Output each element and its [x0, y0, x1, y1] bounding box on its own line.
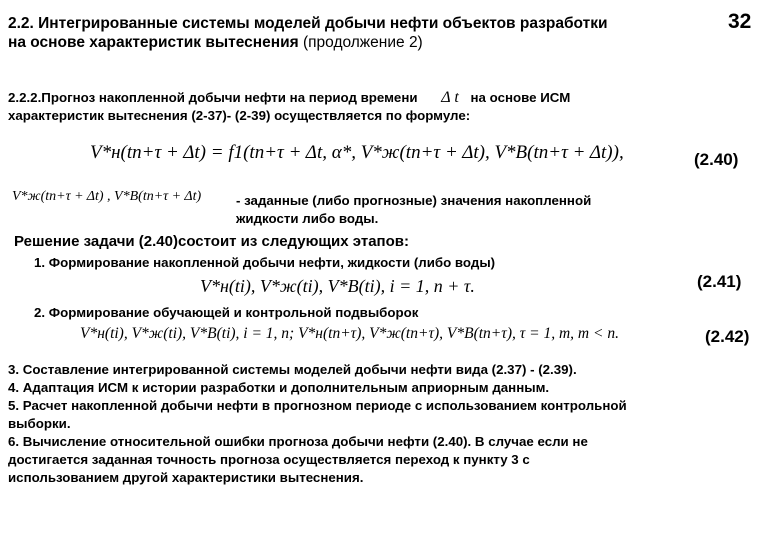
list-item: 4. Адаптация ИСМ к истории разработки и дополнительным априорным данным.	[8, 380, 550, 395]
section-line-1-part-2: на основе ИСМ	[470, 90, 571, 105]
equation-number-2-42: (2.42)	[705, 327, 750, 346]
list-item: достигается заданная точность прогноза осуществляется переход к пункту 3 с	[8, 452, 530, 467]
given-text-line-2: жидкости либо воды.	[236, 211, 379, 226]
section-line-1-part-1: 2.2.2.Прогноз накопленной добычи нефти на период времени	[8, 90, 418, 105]
section-line-1	[8, 89, 758, 107]
title-line-2	[8, 33, 608, 52]
formula-2-42: V*н(ti), V*ж(ti), V*B(ti), i = 1, n; V*н(tn+τ), V*ж(tn+τ), V*B(tn+τ), τ = 1, m, m < n.	[80, 325, 619, 342]
list-item: использованием другой характеристики вытеснения.	[8, 470, 364, 485]
page-number: 32	[728, 10, 752, 33]
list-item: выборки.	[8, 416, 71, 431]
list-item: 6. Вычисление относительной ошибки прогноза добычи нефти (2.40). В случае если не	[8, 434, 588, 449]
solution-header: Решение задачи (2.40)состоит из следующих этапов:	[14, 233, 409, 250]
step-2-label: 2. Формирование обучающей и контрольной подвыборок	[34, 305, 419, 320]
list-item: 5. Расчет накопленной добычи нефти в прогнозном периоде с использованием контрольной	[8, 398, 627, 413]
steps-list	[8, 361, 763, 487]
slide-title	[8, 14, 608, 52]
equation-number-2-40: (2.40)	[694, 150, 739, 169]
step-1-label: 1. Формирование накопленной добычи нефти, жидкости (либо воды)	[34, 255, 496, 270]
formula-2-40	[90, 142, 624, 164]
title-line-1: 2.2. Интегрированные системы моделей добычи нефти объектов разработки	[8, 15, 608, 32]
section-line-2: характеристик вытеснения (2-37)- (2-39) осуществляется по формуле:	[8, 108, 471, 123]
section-intro	[8, 89, 758, 125]
formula-2-40-text: V*н(tn+τ + Δt) = f1(tn+τ + Δt, α*, V*ж(tn+τ + Δt), V*B(tn+τ + Δt)),	[90, 142, 624, 163]
equation-number-2-41: (2.41)	[697, 272, 742, 291]
title-line-2-main: на основе характеристик вытеснения	[8, 34, 299, 51]
delta-t-symbol: Δ t	[441, 89, 459, 106]
title-line-2-paren: (продолжение 2)	[302, 34, 423, 51]
list-item: 3. Составление интегрированной системы моделей добычи нефти вида (2.37) - (2.39).	[8, 362, 577, 377]
given-text-line-1: - заданные (либо прогнозные) значения накопленной	[236, 193, 592, 208]
given-values-formula: V*ж(tn+τ + Δt) , V*B(tn+τ + Δt)	[12, 189, 202, 204]
formula-2-41: V*н(ti), V*ж(ti), V*B(ti), i = 1, n + τ.	[200, 276, 475, 296]
given-values-text	[236, 192, 591, 228]
